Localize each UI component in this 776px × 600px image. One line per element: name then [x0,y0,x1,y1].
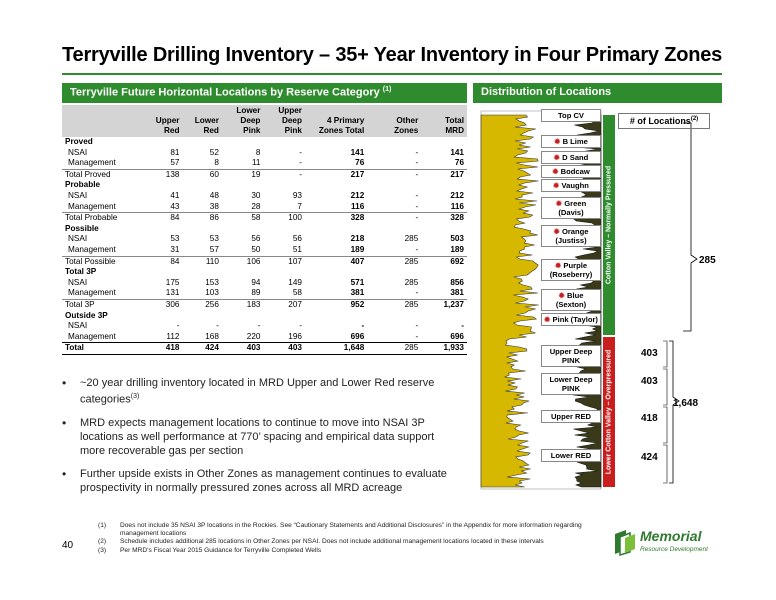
table-section-header [62,83,467,103]
formation-name: Upper RED [550,412,592,421]
row-label: Management [68,288,116,298]
zone-location-value: 424 [641,452,658,463]
formation-label [541,135,601,148]
table-cell: 141 [350,147,365,157]
table-cell: 28 [251,201,261,211]
column-header [62,105,143,137]
normally-pressured-band: Cotton Valley – Normally Pressured [603,115,615,335]
formation-label [541,259,601,281]
row-label: Management [68,158,116,168]
column-header: Other Zones [367,105,421,137]
table-row [62,224,467,235]
well-marker-icon: ✹ [553,153,563,162]
footnotes [98,522,618,555]
formation-name: B Lime [562,137,588,146]
table-cell: 8 [214,158,219,168]
table-cell: 38 [209,201,219,211]
table-cell: 107 [263,256,305,267]
formation-name: Lower RED [550,451,592,460]
table-row [62,137,467,148]
table-row [62,234,467,245]
table-row [62,202,467,213]
over-total-value: 1,648 [673,398,699,409]
table-cell: 57 [170,158,180,168]
table-cell: 86 [182,213,221,224]
company-logo [612,528,732,558]
table-cell: 285 [367,343,421,355]
formation-name: Green (Davis) [558,199,587,217]
table-cell: 84 [143,256,182,267]
formation-name: Bodcaw [560,167,590,176]
zone-bracket [663,341,667,367]
table-cell: 407 [305,256,367,267]
formation-name: Blue (Sexton) [555,291,587,309]
zone-bracket [663,407,667,443]
well-marker-icon: ✹ [554,261,564,270]
table-row [62,180,467,191]
well-marker-icon: ✹ [544,315,553,324]
page-number: 40 [62,540,74,551]
table-cell: - [415,321,419,331]
table-cell: 60 [182,169,221,180]
table-cell: 218 [350,234,365,244]
row-label: Total 3P [62,299,143,310]
over-bracket [669,341,679,483]
table-cell: - [176,321,180,331]
logo-name: Memorial [640,528,702,544]
table-cell: 116 [450,201,464,211]
table-cell: 285 [404,234,419,244]
table-cell: - [367,213,421,224]
formation-name: Pink (Taylor) [552,315,598,324]
table-row [62,299,467,310]
formation-label [541,197,601,219]
formation-name: Upper Deep PINK [549,347,593,365]
table-cell: 418 [143,343,182,355]
table-cell: 212 [350,190,365,200]
formation-label [541,373,601,395]
table-cell: 381 [350,288,365,298]
row-label: Total Probable [62,213,143,224]
table-row [62,288,467,299]
table-cell: 285 [367,256,421,267]
table-cell: 168 [205,331,219,341]
table-cell: 103 [205,288,219,298]
table-row [62,148,467,159]
table-cell: - [216,321,219,331]
formation-label [541,165,601,178]
table-row [62,343,467,355]
table-cell: 285 [367,299,421,310]
footnote: (1) Does not include 35 NSAI 3P locations in the Rockies. See “Cautionary Statements and Additional Disclosures” in the Appendix for more information regarding management locations [98,522,582,538]
table-row [62,245,467,256]
table-cell: 31 [170,244,180,254]
table-cell: 149 [288,277,302,287]
table-cell: - [367,169,421,180]
zone-bracket [663,445,667,483]
table-row [62,278,467,289]
table-row [62,191,467,202]
column-header: Lower Deep Pink [222,105,264,137]
table-cell: 403 [222,343,264,355]
table-row [62,158,467,169]
table-cell: 84 [143,213,182,224]
table-cell: 110 [182,256,221,267]
table-cell: 217 [421,169,467,180]
formation-name: Lower Deep PINK [549,375,593,393]
formation-label [541,449,601,462]
distribution-section-header: Distribution of Locations [473,83,722,103]
well-marker-icon: ✹ [553,227,562,236]
table-row [62,169,467,180]
row-label: Probable [65,180,101,190]
column-header: Upper Red [143,105,182,137]
table-cell: 285 [404,277,419,287]
bullet-item [62,376,462,407]
formation-label [541,289,601,311]
row-label: Possible [65,223,99,233]
column-header: Total MRD [421,105,467,137]
table-cell: 50 [251,244,261,254]
table-cell: 403 [263,343,305,355]
bullet-text: MRD expects management locations to continue to move into NSAI 3P locations as well performance at 770’ spacing and empirical data support more recoverable gas per section [80,416,435,457]
table-cell: 189 [350,244,365,254]
row-label: NSAI [68,147,88,157]
table-cell: 256 [182,299,221,310]
well-marker-icon: ✹ [553,181,562,190]
table-cell: 94 [251,277,261,287]
table-cell: - [415,201,419,211]
bullet-item [62,467,462,495]
table-cell: 89 [251,288,261,298]
table-cell: 1,933 [421,343,467,355]
table-cell: 217 [305,169,367,180]
table-cell: 81 [170,147,180,157]
formation-label [541,225,601,247]
table-cell: 58 [222,213,264,224]
normal-total-value: 285 [699,255,716,266]
table-cell: 138 [143,169,182,180]
bullet-text: ~20 year drilling inventory located in MRD Upper and Lower Red reserve categories$^{(3)}$ [80,377,435,406]
column-header: Lower Red [182,105,221,137]
normal-bracket [683,123,697,331]
table-cell: 1,648 [305,343,367,355]
table-cell: 52 [209,147,219,157]
well-marker-icon: ✹ [555,199,565,208]
footnote: (2) Schedule includes additional 285 locations in Other Zones per NSAI. Does not include additional management locations located in these intervals [98,538,544,546]
table-cell: 56 [251,234,261,244]
row-label: Total [62,343,143,355]
table-cell: 8 [255,147,261,157]
row-label: Total Possible [62,256,143,267]
table-cell: 58 [292,288,302,298]
table-row [62,213,467,224]
table-cell: 11 [251,158,261,168]
bullet-text: Further upside exists in Other Zones as management continues to evaluate prospectivity in normally pressured zones across all MRD acreage [80,467,447,494]
table-cell: 57 [209,244,219,254]
bullet-dot-icon: • [62,466,67,481]
table-cell: 856 [450,277,464,287]
table-cell: 175 [165,277,180,287]
table-cell: - [461,321,464,331]
table-cell: 424 [182,343,221,355]
table-cell: 53 [170,234,180,244]
bullet-dot-icon: • [62,415,67,430]
table-cell: - [263,169,305,180]
table-cell: 106 [222,256,264,267]
table-section-header-text: Terryville Future Horizontal Locations by Reserve Category [70,86,380,99]
distribution-panel [473,105,722,520]
table-cell: - [415,158,419,168]
table-cell: - [257,321,261,331]
table-cell: 952 [305,299,367,310]
locations-title: # of Locations$^{(2)}$ [618,113,710,129]
formation-label [541,345,601,367]
overpressured-band: Lower Cotton Valley – Overpressured [603,337,615,487]
table-cell: 56 [292,234,302,244]
formation-name: Orange (Justiss) [555,227,589,245]
row-label: NSAI [68,321,88,331]
table-cell: 692 [421,256,467,267]
row-label: Total Proved [62,169,143,180]
table-cell: - [415,288,419,298]
formation-label [541,313,601,326]
table-row [62,267,467,278]
table-cell: 53 [209,234,219,244]
table-cell: 48 [209,190,219,200]
inventory-table [62,105,467,355]
table-cell: 93 [292,190,302,200]
table-cell: 212 [450,190,464,200]
column-header: 4 Primary Zones Total [305,105,367,137]
table-cell: 696 [350,331,365,341]
page-title: Terryville Drilling Inventory – 35+ Year Inventory in Four Primary Zones [62,44,723,66]
table-cell: 76 [454,158,464,168]
table-cell: 1,237 [421,299,467,310]
well-marker-icon: ✹ [554,137,563,146]
formation-name: Vaughn [561,181,589,190]
row-label: Proved [65,137,93,146]
table-cell: 51 [292,244,302,254]
row-label: NSAI [68,277,88,287]
formation-name: Purple (Roseberry) [549,261,593,279]
table-row [62,321,467,332]
column-header: Upper Deep Pink [263,105,305,137]
table-cell: - [361,321,365,331]
zone-bracket [663,369,667,405]
logo-mark-icon [612,528,638,556]
table-section-header-note: (1) [382,86,392,93]
row-label: Management [68,331,116,341]
table-cell: 183 [222,299,264,310]
table-cell: 7 [297,201,302,211]
formation-label [541,109,601,122]
row-label: NSAI [68,190,88,200]
row-label: Management [68,244,116,254]
row-label: NSAI [68,234,88,244]
formation-label [541,151,601,164]
table-cell: 30 [251,190,261,200]
title-divider [62,73,722,75]
table-cell: 141 [450,147,464,157]
table-cell: 112 [166,331,180,341]
formation-name: D Sand [562,153,589,162]
table-cell: 100 [263,213,305,224]
row-label: Management [68,201,116,211]
bullet-dot-icon: • [62,376,67,390]
table-cell: 207 [263,299,305,310]
table-cell: - [415,147,419,157]
table-cell: 196 [288,331,302,341]
table-cell: 571 [350,277,365,287]
table-row [62,332,467,343]
table-cell: - [415,244,419,254]
zone-location-value: 403 [641,376,658,387]
table-cell: 131 [165,288,180,298]
table-cell: 220 [246,331,261,341]
table-cell: 116 [351,201,365,211]
table-header-row [62,105,467,137]
table-body [62,137,467,354]
footnote: (3) Per MRD’s Fiscal Year 2015 Guidance for Terryville Completed Wells [98,546,322,554]
formation-name: Top CV [557,111,584,120]
well-marker-icon: ✹ [552,167,561,176]
table-cell: - [299,321,302,331]
row-label: Total 3P [65,267,97,277]
row-label: Outside 3P [65,310,108,320]
table-cell: 43 [170,201,180,211]
bullet-list [62,376,462,504]
table-cell: 696 [450,331,464,341]
table-cell: 19 [222,169,264,180]
table-cell: - [299,158,302,168]
table-row [62,311,467,322]
well-marker-icon: ✹ [558,291,567,300]
table-cell: 381 [450,288,464,298]
formation-label [541,410,601,423]
table-cell: 328 [305,213,367,224]
table-cell: 76 [355,158,365,168]
table-cell: - [299,147,302,157]
zone-location-value: 418 [641,413,658,424]
table-cell: 306 [143,299,182,310]
table-row [62,256,467,267]
formation-label [541,179,601,192]
table-cell: - [415,331,419,341]
zone-location-value: 403 [641,348,658,359]
table-cell: 328 [421,213,467,224]
table-cell: 41 [170,190,180,200]
table-cell: 503 [450,234,464,244]
table-cell: - [415,190,419,200]
logo-subtitle: Resource Development [640,546,708,553]
table-cell: 189 [450,244,464,254]
inventory-table-container [62,105,467,355]
table-cell: 153 [205,277,219,287]
bullet-item [62,416,462,458]
